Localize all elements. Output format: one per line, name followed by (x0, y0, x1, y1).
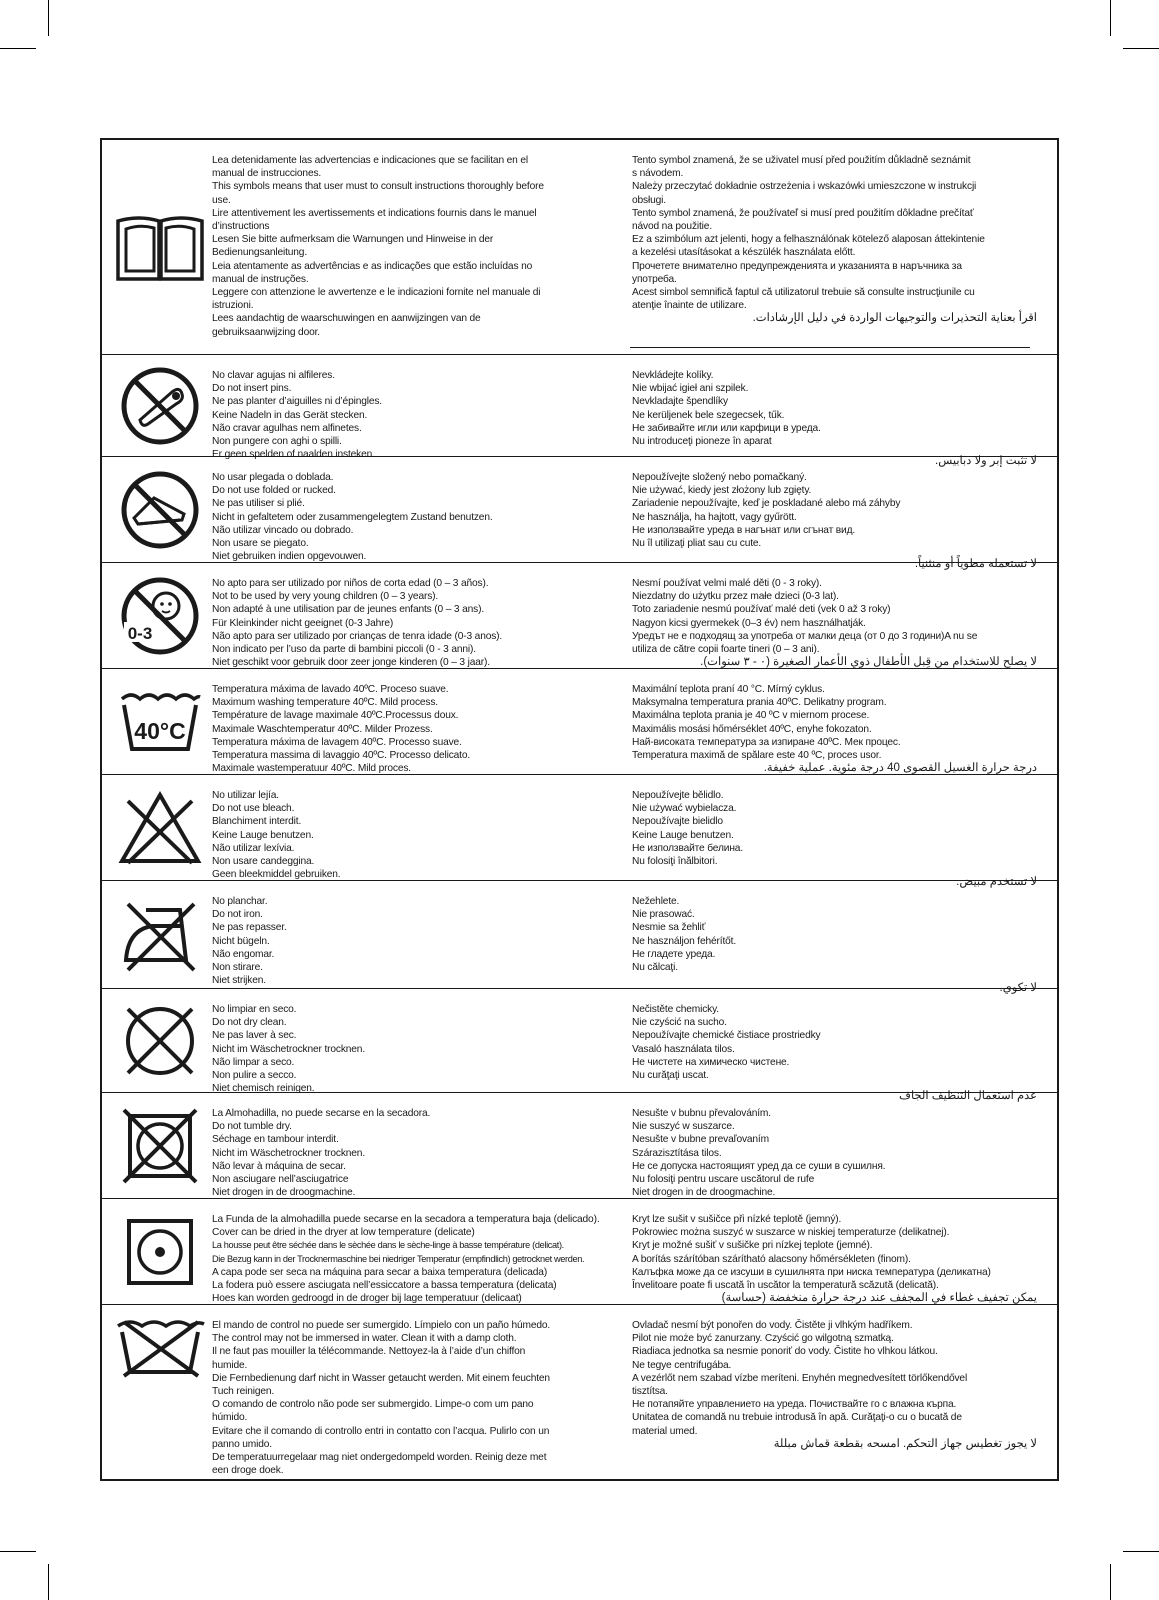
text-line: Non indicato per l’uso da parte di bambini piccoli (0 - 3 anni). (212, 644, 476, 656)
text-line: húmido. (212, 1412, 248, 1424)
wash-temperature-label: 40°C (134, 718, 186, 744)
text-line: Não utilizar lexívia. (212, 842, 295, 854)
text-line: Ne pas laver à sec. (212, 1030, 297, 1042)
text-line: Niet drogen in de droogmachine. (212, 1187, 356, 1199)
text-line: Vasaló használata tilos. (632, 1043, 735, 1055)
text-line: obsługi. (632, 194, 666, 206)
crop-mark (1123, 48, 1159, 49)
text-line: Szárazisztítása tilos. (632, 1147, 722, 1159)
text-line: Do not use folded or rucked. (212, 485, 336, 497)
text-line: No usar plegada o doblada. (212, 472, 334, 483)
text-line: Temperatura maximă de spălare este 40 ºC, proces usor. (632, 750, 882, 762)
arabic-text: درجة حرارة الغسيل القصوى 40 درجة مئوية. عملية خفيفة. (763, 762, 1037, 775)
table-row (102, 1199, 1057, 1305)
text-line: De temperatuurregelaar mag niet ondergedompeld worden. Reinig deze met (212, 1452, 547, 1464)
left-column-text (212, 895, 602, 987)
text-line: Nevkladajte špendlíky (632, 396, 728, 408)
text-line: Maximale wastemperatuur 40ºC. Mild proces. (212, 763, 411, 775)
text-line: Най-високата температура за изпиране 40ºC. Мек процес. (632, 736, 901, 748)
text-line: No utilizar lejía. (212, 790, 279, 801)
text-line: Acest simbol semnifică faptul că utilizatorul trebuie să consulte instrucţiunile cu (632, 287, 975, 299)
text-line: Nu folosiţi înălbitori. (632, 856, 718, 868)
table-row (102, 140, 1057, 355)
crop-mark (48, 1564, 49, 1600)
left-column-text (212, 683, 602, 775)
text-line: Niezdatny do użytku przez małe dzieci (0-3 lat). (632, 591, 839, 603)
left-column-text (212, 369, 602, 461)
text-line: Tuch reinigen. (212, 1386, 275, 1398)
text-line: Temperatura máxima de lavagem 40ºC. Processo suave. (212, 736, 462, 748)
text-line: Kryt je možné sušiť v sušičke pri nízkej teplote (jemné). (632, 1240, 873, 1252)
text-line: Do not use bleach. (212, 803, 295, 815)
crop-mark (48, 0, 49, 36)
text-line: Do not tumble dry. (212, 1121, 292, 1133)
text-line: Калъфка може да се изсуши в сушилнята при ниска температура (деликатна) (632, 1266, 991, 1278)
text-line: Geen bleekmiddel gebruiken. (212, 869, 341, 881)
text-line: Не използвайте белина. (632, 842, 743, 854)
text-line: humide. (212, 1359, 248, 1371)
text-line: Maximální teplota praní 40 °C. Mírný cyklus. (632, 684, 825, 695)
instruction-symbols-table (100, 138, 1059, 1481)
text-line: Non asciugare nell’asciugatrice (212, 1174, 349, 1186)
text-line: Keine Nadeln in das Gerät stecken. (212, 409, 368, 421)
text-line: Nagyon kicsi gyermekek (0–3 év) nem használhatják. (632, 617, 866, 629)
text-line: Riadiaca jednotka sa nesmie ponoriť do vody. Čistite ho vlhkou látkou. (632, 1346, 938, 1358)
text-line: Keine Lauge benutzen. (632, 829, 734, 841)
text-line: Ne kerüljenek bele szegecsek, tűk. (632, 409, 785, 421)
left-column-text (212, 1213, 602, 1305)
text-line: Maximale Waschtemperatur 40ºC. Milder Prozess. (212, 723, 433, 735)
text-line: Hoes kan worden gedroogd in de droger bij lage temperatuur (delicaat) (212, 1293, 522, 1305)
text-line: Zariadenie nepoužívajte, keď je poskladané alebo má záhyby (632, 498, 901, 510)
no-dry-clean-icon (110, 989, 210, 1093)
arabic-text: لا تكوي. (999, 982, 1037, 995)
arabic-text: لا تستخدم مبيض. (956, 876, 1037, 889)
text-line: Не гладете уреда. (632, 948, 716, 960)
no-bleach-icon (110, 775, 210, 881)
text-line: Ovladač nesmí být ponořen do vody. Čistěte ji vlhkým hadříkem. (632, 1320, 913, 1331)
table-row (102, 669, 1057, 775)
text-line: Evitare che il comando di controllo entri in contatto con l’acqua. Pulirlo con un (212, 1425, 550, 1437)
text-line: Не се допуска настоящият уред да се суши в сушилня. (632, 1160, 886, 1172)
text-line: Pilot nie może być zanurzany. Czyścić go wilgotną szmatką. (632, 1333, 894, 1345)
left-column-text (212, 1107, 602, 1199)
text-line: No planchar. (212, 896, 268, 907)
crop-mark (1123, 1551, 1159, 1552)
text-line: Nepoužívejte bělidlo. (632, 790, 724, 801)
text-line: Blanchiment interdit. (212, 816, 302, 828)
table-row (102, 355, 1057, 468)
text-line: Nepoužívejte složený nebo pomačkaný. (632, 472, 807, 483)
no-iron-icon (110, 881, 210, 989)
no-tumble-dry-icon (110, 1093, 210, 1199)
text-line: The control may not be immersed in water. Clean it with a damp cloth. (212, 1333, 517, 1345)
text-line: Nepoužívajte chemické čistiace prostriedky (632, 1030, 821, 1042)
text-line: Temperatura massima di lavaggio 40ºC. Processo delicato. (212, 750, 471, 762)
age-range-label: 0-3 (127, 624, 153, 643)
text-line: Não apto para ser utilizado por crianças de tenra idade (0-3 anos). (212, 630, 503, 642)
text-line: Nesušte v bubne prevaľovaním (632, 1134, 769, 1146)
text-line: Nesušte v bubnu převalováním. (632, 1108, 771, 1119)
text-line: Keine Lauge benutzen. (212, 829, 314, 841)
right-column-text (632, 1213, 1037, 1305)
text-line: Nie prasować. (632, 909, 695, 921)
text-line: panno umido. (212, 1438, 272, 1450)
text-line: Не използвайте уреда в нагънат или сгънат вид. (632, 524, 856, 536)
text-line: návod na použitie. (632, 221, 712, 233)
crop-mark (0, 48, 36, 49)
right-column-text (632, 683, 1037, 775)
do-not-immerse-icon (110, 1305, 210, 1389)
text-line: La housse peut être séchée dans le sèchée dans le sèche-linge à basse température (delicat). (212, 1240, 564, 1251)
text-line: Niet geschikt voor gebruik door zeer jonge kinderen (0 – 3 jaar). (212, 657, 490, 669)
no-folding-icon (110, 457, 210, 563)
text-line: O comando de controlo não pode ser submergido. Limpe-o com um pano (212, 1399, 534, 1411)
table-row (102, 989, 1057, 1103)
text-line: Nu introduceţi pioneze în aparat (632, 436, 772, 448)
not-for-children-0-3-icon (110, 563, 210, 669)
text-line: Leggere con attenzione le avvertenze e le indicazioni fornite nel manuale di (212, 287, 541, 299)
text-line: Maximálna teplota prania je 40 ºC v miernom procese. (632, 710, 870, 722)
text-line: Leia atentamente as advertências e as indicações que estão incluídas no (212, 260, 533, 272)
text-line: Lesen Sie bitte aufmerksam die Warnungen und Hinweise in der (212, 234, 494, 246)
text-line: Nicht im Wäschetrockner trocknen. (212, 1043, 366, 1055)
left-column-text (212, 1003, 602, 1095)
right-column-text (632, 789, 1037, 889)
left-column-text (212, 471, 602, 563)
text-line: Maksymalna temperatura prania 40ºC. Delikatny program. (632, 697, 887, 709)
left-column-text (212, 789, 602, 881)
text-line: Do not iron. (212, 909, 263, 921)
text-line: Ne pas utiliser si plié. (212, 498, 305, 510)
text-line: Não limpar a seco. (212, 1056, 295, 1068)
text-line: El mando de control no puede ser sumergido. Límpielo con un paño húmedo. (212, 1320, 551, 1331)
arabic-text: يمكن تجفيف غطاء في المجفف عند درجة حرارة منخفضة (حساسة) (721, 1292, 1037, 1305)
text-line: Уредът не е подходящ за употреба от малки деца (от 0 до 3 години)A nu se (632, 630, 978, 642)
text-line: Nie używać wybielacza. (632, 803, 737, 815)
text-line: Ne használja, ha hajtott, vagy gyűrött. (632, 511, 797, 523)
table-row (102, 1093, 1057, 1199)
text-line: La Almohadilla, no puede secarse en la secadora. (212, 1108, 431, 1119)
text-line: This symbols means that user must to consult instructions thoroughly before (212, 181, 544, 193)
text-line: Lire attentivement les avertissements et indications fournis dans le manuel (212, 207, 537, 219)
text-line: Kryt lze sušit v sušičce při nízké teplotě (jemný). (632, 1214, 842, 1225)
text-line: Do not insert pins. (212, 383, 292, 395)
table-row (102, 457, 1057, 571)
text-line: употреба. (632, 273, 677, 285)
right-column-text (632, 1107, 1037, 1199)
arabic-text: لا يصلح للاستخدام من قِبل الأطفال ذوي الأعمار الصغيرة (٠ - ٣ سنوات). (700, 656, 1037, 669)
text-line: a kezelési utasításokat a készülék használata előtt. (632, 247, 856, 259)
text-line: Tento symbol znamená, že používateľ si musí pred použitím dôkladne prečítať (632, 207, 974, 219)
text-line: tisztítsa. (632, 1386, 668, 1398)
text-line: Lea detenidamente las advertencias e indicaciones que se facilitan en el (212, 155, 528, 166)
text-line: utiliza de către copii foarte tineri (0 – 3 ani). (632, 644, 820, 656)
arabic-text: اقرأ بعناية التحذيرات والتوجيهات الواردة في دليل الإرشادات. (752, 312, 1037, 325)
text-line: Nu folosiţi pentru uscare uscătorul de rufe (632, 1174, 815, 1186)
arabic-text: لا تستعمله مطوياً أو منثنياً. (914, 558, 1037, 571)
text-line: Ez a szimbólum azt jelenti, hogy a felhasználónak kötelező alaposan áttekintenie (632, 234, 985, 246)
text-line: No limpiar en seco. (212, 1004, 297, 1015)
text-line: Nesmie sa žehliť (632, 922, 706, 934)
arabic-divider (630, 347, 1030, 348)
text-line: Niet chemisch reinigen. (212, 1083, 315, 1095)
text-line: Non pulire a secco. (212, 1070, 297, 1082)
text-line: Nie czyścić na sucho. (632, 1017, 727, 1029)
text-line: Non usare se piegato. (212, 538, 309, 550)
text-line: Не чистете на химическо чистене. (632, 1056, 790, 1068)
left-column-text (212, 577, 602, 669)
text-line: Not to be used by very young children (0 – 3 years). (212, 591, 439, 603)
text-line: Non stirare. (212, 962, 263, 974)
instruction-book-icon (110, 140, 210, 355)
text-line: Ne tegye centrifugába. (632, 1359, 732, 1371)
text-line: La fodera può essere asciugata nell’essiccatore a bassa temperatura (delicata) (212, 1280, 557, 1292)
text-line: Ne pas planter d’aiguilles ni d’épingles. (212, 396, 382, 408)
text-line: Não engomar. (212, 948, 275, 960)
text-line: Non pungere con aghi o spilli. (212, 436, 342, 448)
right-column-text (632, 369, 1037, 468)
text-line: Nie suszyć w suszarce. (632, 1121, 735, 1133)
text-line: Lees aandachtig de waarschuwingen en aanwijzingen van de (212, 313, 481, 325)
text-line: Cover can be dried in the dryer at low temperature (delicate) (212, 1227, 475, 1239)
text-line: Toto zariadenie nesmú používať malé deti (vek 0 až 3 roky) (632, 604, 891, 616)
text-line: atenţie înainte de utilizare. (632, 300, 747, 312)
text-line: Temperatura máxima de lavado 40ºC. Proceso suave. (212, 684, 449, 695)
text-line: Învelitoare poate fi uscată în uscător la temperatură scăzută (delicată). (632, 1280, 939, 1292)
text-line: Não levar à máquina de secar. (212, 1160, 346, 1172)
text-line: Nu curăţaţi uscat. (632, 1070, 709, 1082)
crop-mark (1110, 1564, 1111, 1600)
text-line: Não utilizar vincado ou dobrado. (212, 524, 354, 536)
text-line: Für Kleinkinder nicht geeignet (0-3 Jahre) (212, 617, 394, 629)
table-row (102, 563, 1057, 669)
crop-mark (1110, 0, 1111, 36)
text-line: Niet drogen in de droogmachine. (632, 1187, 776, 1199)
text-line: Ne használjon fehérítőt. (632, 935, 737, 947)
text-line: Прочетете внимателно предупрежденията и указанията в наръчника за (632, 260, 962, 272)
text-line: Nesmí používat velmi malé děti (0 - 3 roky). (632, 578, 822, 589)
right-column-text (632, 895, 1037, 995)
text-line: Unitatea de comandă nu trebuie introdusă în apă. Curăţaţi-o cu o bucată de (632, 1412, 962, 1424)
text-line: Maximum washing temperature 40ºC. Mild process. (212, 697, 438, 709)
text-line: Nu călcaţi. (632, 962, 678, 974)
text-line: Należy przeczytać dokładnie ostrzeżenia i wskazówki umieszczone w instrukcji (632, 181, 977, 193)
crop-mark (0, 1551, 36, 1552)
text-line: Do not dry clean. (212, 1017, 287, 1029)
text-line: A capa pode ser seca na máquina para secar a baixa temperatura (delicada) (212, 1266, 548, 1278)
right-column-text (632, 1003, 1037, 1103)
text-line: Tento symbol znamená, že se uživatel musí před použitím důkladně seznámit (632, 155, 971, 166)
text-line: Nu îl utilizaţi pliat sau cu cute. (632, 538, 762, 550)
right-column-text (632, 1319, 1037, 1451)
text-line: Pokrowiec można suszyć w suszarce w niskiej temperaturze (delikatnej). (632, 1227, 950, 1239)
text-line: Não cravar agulhas nem alfinetes. (212, 422, 362, 434)
text-line: gebruiksaanwijzing door. (212, 326, 320, 338)
text-line: Nevkládejte kolíky. (632, 370, 714, 381)
text-line: Niet strijken. (212, 975, 266, 987)
arabic-text: لا تثبت إبر ولا دبابيس. (935, 455, 1037, 468)
wash-40c-icon (110, 669, 210, 775)
text-line: Niet gebruiken indien opgevouwen. (212, 551, 367, 563)
text-line: A borítás szárítóban szárítható alacsony hőmérsékleten (finom). (632, 1253, 911, 1265)
text-line: Maximális mosási hőmérséklet 40ºC, enyhe fokozaton. (632, 723, 872, 735)
table-row (102, 775, 1057, 889)
text-line: d’instructions (212, 221, 270, 233)
table-row (102, 881, 1057, 995)
text-line: s návodem. (632, 168, 684, 180)
text-line: Nie wbijać igieł ani szpilek. (632, 383, 749, 395)
text-line: Nie używać, kiedy jest złożony lub zgięty. (632, 485, 812, 497)
text-line: Nicht im Wäschetrockner trocknen. (212, 1147, 366, 1159)
text-line: Non adapté à une utilisation par de jeunes enfants (0 – 3 ans). (212, 604, 485, 616)
arabic-text: لا يجوز تغطيس جهاز التحكم. امسحه بقطعة قماش مبللة (773, 1437, 1037, 1450)
text-line: use. (212, 194, 231, 206)
text-line: Bedienungsanleitung. (212, 247, 307, 259)
text-line: Nepoužívajte bielidlo (632, 816, 723, 828)
left-column-text (212, 154, 602, 339)
text-line: La Funda de la almohadilla puede secarse en la secadora a temperatura baja (delicado). (212, 1214, 600, 1225)
text-line: Er geen spelden of naalden insteken. (212, 449, 375, 461)
text-line: Séchage en tambour interdit. (212, 1134, 339, 1146)
text-line: Température de lavage maximale 40ºC.Processus doux. (212, 710, 459, 722)
text-line: No clavar agujas ni alfileres. (212, 370, 335, 381)
right-column-text (632, 577, 1037, 669)
text-line: manual de instruções. (212, 273, 309, 285)
table-row (102, 1305, 1057, 1481)
text-line: Nicht in gefaltetem oder zusammengelegtem Zustand benutzen. (212, 511, 493, 523)
text-line: A vezérlőt nem szabad vízbe meríteni. Enyhén megnedvesített törlőkendővel (632, 1372, 968, 1384)
right-column-text (632, 154, 1037, 326)
text-line: Не потапяйте управлението на уреда. Почиствайте го с влажна кърпа. (632, 1399, 957, 1411)
left-column-text (212, 1319, 602, 1477)
text-line: Non usare candeggina. (212, 856, 315, 868)
right-column-text (632, 471, 1037, 571)
text-line: Nečistěte chemicky. (632, 1004, 719, 1015)
text-line: Die Bezug kann in der Trocknermaschine bei niedriger Temperatur (empfindlich) getrocknet werden. (212, 1253, 585, 1264)
text-line: een droge doek. (212, 1465, 284, 1477)
text-line: Nežehlete. (632, 896, 680, 907)
text-line: Ne pas repasser. (212, 922, 287, 934)
tumble-dry-low-icon (110, 1199, 210, 1305)
no-pins-icon (110, 355, 210, 457)
text-line: No apto para ser utilizado por niños de corta edad (0 – 3 años). (212, 578, 489, 589)
text-line: Die Fernbedienung darf nicht in Wasser getaucht werden. Mit einem feuchten (212, 1372, 550, 1384)
text-line: Nicht bügeln. (212, 935, 270, 947)
text-line: Il ne faut pas mouiller la télécommande. Nettoyez-la à l’aide d’un chiffon (212, 1346, 526, 1358)
text-line: istruzioni. (212, 300, 254, 312)
text-line: material umed. (632, 1425, 698, 1437)
arabic-text: عدم استعمال التنظيف الجاف (899, 1090, 1037, 1103)
text-line: Не забивайте игли или карфици в уреда. (632, 422, 821, 434)
text-line: manual de instrucciones. (212, 168, 322, 180)
